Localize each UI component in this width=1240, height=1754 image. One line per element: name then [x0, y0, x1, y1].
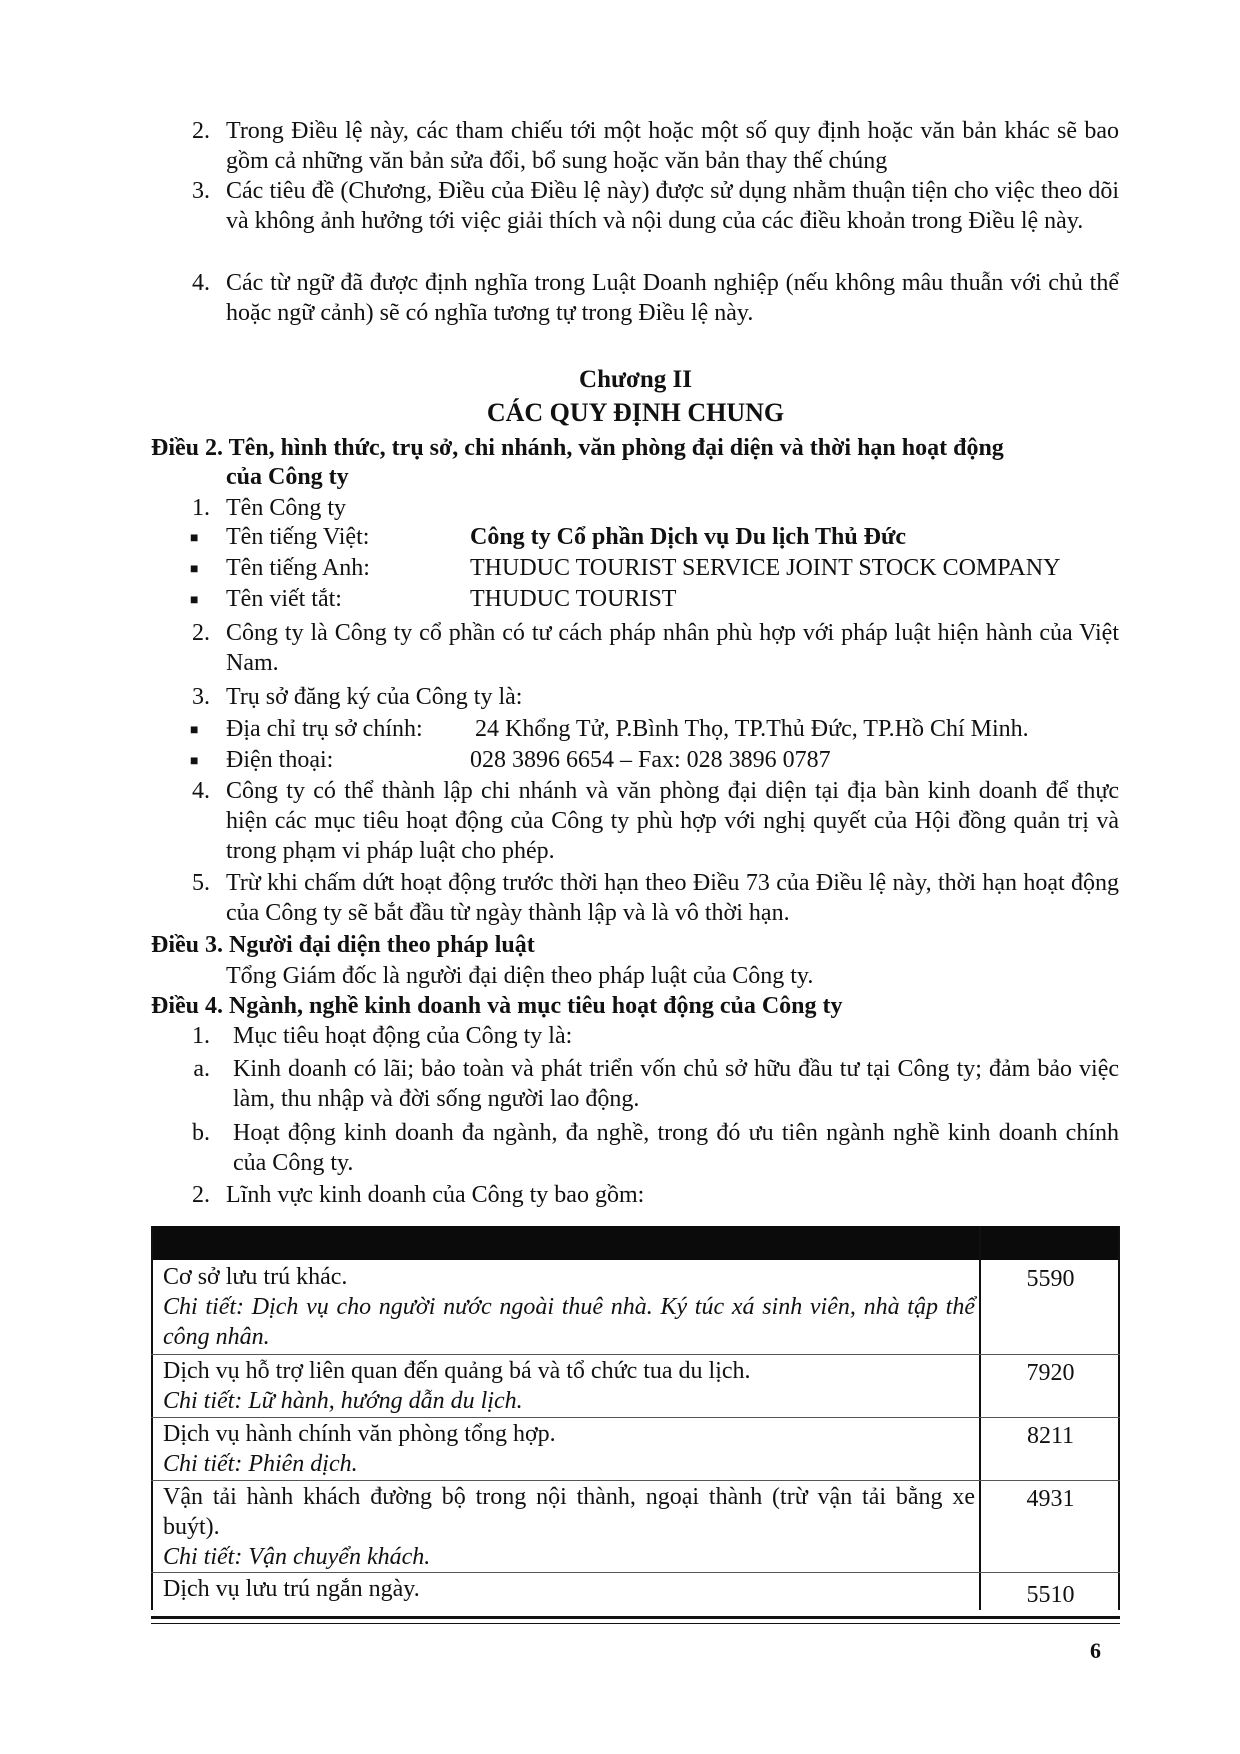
head-office-address-label: Địa chỉ trụ sở chính: [226, 716, 423, 742]
footer-rule-thick [151, 1616, 1120, 1619]
chapter-title: Chương II [579, 366, 692, 393]
bullet-icon: ■ [190, 562, 199, 577]
phone-fax-value: 028 3896 6654 – Fax: 028 3896 0787 [470, 747, 831, 773]
article-3-heading: Điều 3. Người đại diện theo pháp luật [151, 932, 535, 958]
business-line-name: Cơ sở lưu trú khác. [163, 1264, 348, 1290]
business-line-name: Vận tải hành khách đường bộ trong nội thành, ngoại thành (trừ vận tải bằng xe buýt). [163, 1484, 975, 1540]
table-row [163, 1482, 975, 1572]
table-row [163, 1419, 975, 1479]
table-column-divider [979, 1226, 981, 1610]
table-border-right [1118, 1226, 1120, 1610]
business-line-code: 7920 [1026, 1360, 1075, 1386]
business-lines-table [151, 1226, 1120, 1610]
article-2-item-4-number: 4. [192, 778, 210, 804]
article-2-item-3-number: 3. [192, 684, 210, 710]
business-line-code: 5510 [1026, 1582, 1075, 1608]
bullet-icon: ■ [190, 723, 199, 738]
article-4-item-2-number: 2. [192, 1182, 210, 1208]
article-2-item-4-text: Công ty có thể thành lập chi nhánh và văn phòng đại diện tại địa bàn kinh doanh để thực hiện các mục tiêu hoạt động của Công ty phù hợp với nghị quyết của Hội đồng quản trị và trong phạm vi pháp luật cho phép. [226, 778, 1119, 864]
head-office-address-value: 24 Khổng Tử, P.Bình Thọ, TP.Thủ Đức, TP.Hồ Chí Minh. [475, 716, 1029, 742]
business-line-name: Dịch vụ lưu trú ngắn ngày. [163, 1576, 420, 1602]
vietnamese-name-label: Tên tiếng Việt: [226, 524, 370, 550]
article-4-item-1-text: Mục tiêu hoạt động của Công ty là: [233, 1023, 573, 1049]
business-line-name: Dịch vụ hành chính văn phòng tổng hợp. [163, 1421, 556, 1447]
article-2-item-1-number: 1. [192, 495, 210, 521]
row-divider [151, 1417, 1120, 1418]
row-divider [151, 1480, 1120, 1481]
footer-rule-thin [151, 1623, 1120, 1624]
article-4-item-a-label: a. [193, 1056, 210, 1082]
article-4-item-2-text: Lĩnh vực kinh doanh của Công ty bao gồm: [226, 1182, 645, 1208]
intro-item-2-number: 2. [192, 118, 210, 144]
abbreviated-name-label: Tên viết tắt: [226, 586, 342, 612]
vietnamese-name-value: Công ty Cổ phần Dịch vụ Du lịch Thủ Đức [470, 524, 907, 550]
article-2-item-1-text: Tên Công ty [226, 495, 346, 521]
article-4-item-1-number: 1. [192, 1023, 210, 1049]
bullet-icon: ■ [190, 593, 199, 608]
table-row [163, 1262, 975, 1352]
article-4-item-b-label: b. [192, 1120, 210, 1146]
chapter-subtitle: CÁC QUY ĐỊNH CHUNG [486, 398, 785, 427]
article-4-item-a-text: Kinh doanh có lãi; bảo toàn và phát triển vốn chủ sở hữu đầu tư tại Công ty; đảm bảo việc làm, thu nhập và đời sống người lao động. [233, 1056, 1119, 1112]
article-2-heading-line2: của Công ty [226, 464, 349, 490]
abbreviated-name-value: THUDUC TOURIST [470, 586, 677, 612]
row-divider [151, 1354, 1120, 1355]
phone-label: Điện thoại: [226, 747, 334, 773]
article-2-heading-line1: Điều 2. Tên, hình thức, trụ sở, chi nhánh, văn phòng đại diện và thời hạn hoạt động [151, 435, 1004, 461]
article-2-item-3-text: Trụ sở đăng ký của Công ty là: [226, 684, 523, 710]
english-name-value: THUDUC TOURIST SERVICE JOINT STOCK COMPANY [470, 555, 1061, 581]
business-line-detail: Chi tiết: Vận chuyển khách. [163, 1544, 431, 1570]
article-4-heading: Điều 4. Ngành, nghề kinh doanh và mục tiêu hoạt động của Công ty [151, 993, 843, 1019]
article-2-item-5-text: Trừ khi chấm dứt hoạt động trước thời hạn theo Điều 73 của Điều lệ này, thời hạn hoạt động của Công ty sẽ bắt đầu từ ngày thành lập và là vô thời hạn. [226, 870, 1119, 926]
article-4-item-b-text: Hoạt động kinh doanh đa ngành, đa nghề, trong đó ưu tiên ngành nghề kinh doanh chính của Công ty. [233, 1120, 1119, 1176]
article-2-item-2-number: 2. [192, 620, 210, 646]
bullet-icon: ■ [190, 754, 199, 769]
page-number: 6 [1090, 1638, 1101, 1663]
bullet-icon: ■ [190, 531, 199, 546]
row-divider [151, 1572, 1120, 1573]
article-2-item-2-text: Công ty là Công ty cổ phần có tư cách pháp nhân phù hợp với pháp luật hiện hành của Việt Nam. [226, 620, 1119, 676]
business-line-detail: Chi tiết: Dịch vụ cho người nước ngoài thuê nhà. Ký túc xá sinh viên, nhà tập thể công nhân. [163, 1294, 975, 1350]
business-line-detail: Chi tiết: Lữ hành, hướng dẫn du lịch. [163, 1388, 523, 1414]
intro-item-2-text: Trong Điều lệ này, các tham chiếu tới một hoặc một số quy định hoặc văn bản khác sẽ bao gồm cả những văn bản sửa đổi, bổ sung hoặc văn bản thay thế chúng [226, 118, 1119, 174]
business-line-code: 8211 [1026, 1423, 1075, 1449]
article-2-item-5-number: 5. [192, 870, 210, 896]
intro-item-4-text: Các từ ngữ đã được định nghĩa trong Luật Doanh nghiệp (nếu không mâu thuẫn với chủ thể hoặc ngữ cảnh) sẽ có nghĩa tương tự trong Điều lệ này. [226, 270, 1119, 326]
business-line-code: 5590 [1026, 1266, 1075, 1292]
table-row [163, 1356, 975, 1416]
business-line-detail: Chi tiết: Phiên dịch. [163, 1451, 358, 1477]
business-line-code: 4931 [1026, 1486, 1075, 1512]
intro-item-4-number: 4. [192, 270, 210, 296]
intro-item-3-number: 3. [192, 178, 210, 204]
english-name-label: Tên tiếng Anh: [226, 555, 370, 581]
table-border-left [151, 1226, 153, 1610]
article-3-text: Tổng Giám đốc là người đại diện theo pháp luật của Công ty. [226, 963, 814, 989]
table-header-bar [151, 1226, 1120, 1260]
business-line-name: Dịch vụ hỗ trợ liên quan đến quảng bá và tổ chức tua du lịch. [163, 1358, 751, 1384]
table-row [163, 1574, 975, 1604]
intro-item-3-text: Các tiêu đề (Chương, Điều của Điều lệ này) được sử dụng nhằm thuận tiện cho việc theo dõi và không ảnh hưởng tới việc giải thích và nội dung của các điều khoản trong Điều lệ này. [226, 178, 1119, 234]
